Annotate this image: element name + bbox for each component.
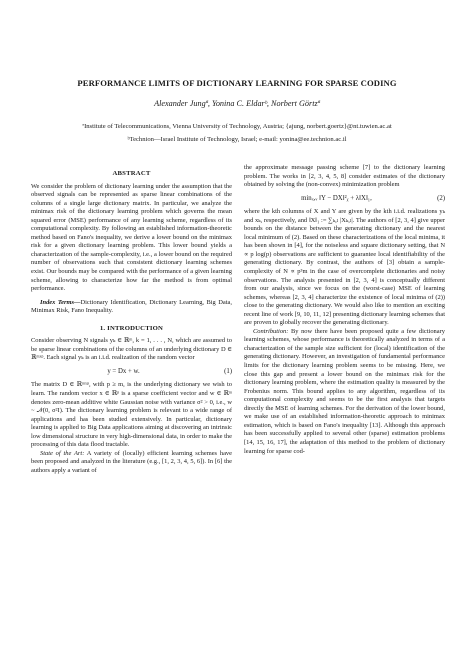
intro-paragraph-1: Consider observing N signals yₖ ∈ ℝᵐ, k = 1, . . . , N, which are assumed to be sparse linear combinations of the columns of an underlying dictionary D ∈ ℝᵐˣᵖ. Each signal yₖ is an i.i.d. realization of the random vector xyxy=(31,337,232,362)
index-terms-text: Dictionary Identification, Dictionary Learning, Big Data, Minimax Risk, Fano Inequality. xyxy=(31,298,232,315)
equation-1 xyxy=(31,368,232,377)
equation-2 xyxy=(244,195,445,204)
intro-paragraph-3 xyxy=(31,450,232,476)
intro-heading: 1. INTRODUCTION xyxy=(99,324,164,332)
state-of-art-text: A variety of (locally) efficient learning schemes have been proposed and analyzed in the literature (e.g., [1, 2, 3, 4, 5, 6]). In [6] the authors apply a variant of xyxy=(31,449,233,474)
index-terms-label: Index Terms— xyxy=(40,298,81,306)
state-of-art-lead: State of the Art: xyxy=(40,449,85,457)
affiliation-a: ªInstitute of Telecommunications, Vienna University of Technology, Austria; {ajung, norbert.goertz}@nt.tuwien.ac.at xyxy=(82,123,392,130)
author-list: Alexander Jungª, Yonina C. Eldarᵇ, Norbert Görtzª xyxy=(154,99,320,108)
contribution-text: By now there have been proposed quite a few dictionary learning schemes, whose performance is theoretically analyzed in terms of a characterization of the sample size sufficient for (local) identification of the generating dictionary. However, an investigation of fundamental performance limits for the dictionary learning problem seems to be missing. Here, we close this gap and present a lower bound on the minimax risk for the dictionary learning problem, where the estimation quality is measured by the Frobenius norm. This bound applies to any algorithm, regardless of its computational complexity and seems to be the first analysis that targets directly the MSE of learning schemes. For the derivation of the lower bound, we make use of an established information-theoretic approach to minimax estimation, which is based on Fano's inequality [13]. Although this approach has been successfully applied to several other (sparse) estimation problems [14, 15, 16, 17], the adaptation of this method to the problem of dictionary learning for sparse cod- xyxy=(244,327,445,455)
equation-2-number: (2) xyxy=(437,194,445,202)
paper-title: PERFORMANCE LIMITS OF DICTIONARY LEARNING FOR SPARSE CODING xyxy=(77,78,397,88)
right-column xyxy=(244,164,445,456)
index-terms xyxy=(31,299,232,316)
affiliation-b: ᵇTechnion—Israel Institute of Technology, Israel; e-mail: yonina@ee.technion.ac.il xyxy=(127,136,347,143)
left-column xyxy=(31,170,232,476)
contribution-paragraph xyxy=(244,328,445,456)
abstract-text: We consider the problem of dictionary learning under the assumption that the observed signals can be represented as sparse linear combinations of the columns of a single large dictionary matrix. In particular, we analyze the minimax risk of the dictionary learning problem which governs the mean squared error (MSE) performance of any learning scheme, regardless of its computational complexity. By following an established information-theoretic method based on Fano's inequality, we derive a lower bound on the minimax risk for a given dictionary learning problem. This lower bound yields a characterization of the sample-complexity, i.e., a lower bound on the required number of observations such that consistent dictionary learning schemes exist. Our bounds may be compared with the performance of a given learning scheme, allowing to characterize how far the method is from optimal performance. xyxy=(31,182,232,293)
equation-1-body: y = Dx + w. xyxy=(107,367,140,375)
right-paragraph-2: where the kth columns of X and Y are given by the kth i.i.d. realizations yₖ and xₖ, respectively, and ‖X‖₁ := ∑ₖ,ₗ |Xₖ,ₗ|. The authors of [2, 3, 4] give upper bounds on the distance between the generating dictionary and the nearest local minimum of (2). Based on these characterizations of the local minima, it has been shown in [4], for the noiseless and square dictionary setting, that N ∝ p log(p) observations are sufficient to guarantee local identifiability of the generating dictionary. By contrast, the authors of [3] obtain a sample-complexity of N ∝ p³m in the case of overcomplete dictionaries and noisy observations. The analysis presented in [2, 3, 4] is conceptually different from our analysis, since we focus on the (worst-case) MSE of learning schemes, whereas [2, 3, 4] characterize the existence of local minima of (2)) close to the generating dictionary. We would also like to mention an exciting recent line of work [9, 10, 11, 12] presenting dictionary learning schemes that are proven to globally recover the generating dictionary. xyxy=(244,208,445,327)
right-paragraph-1: the approximate message passing scheme [7] to the dictionary learning problem. The works in [2, 3, 4, 5, 8] consider estimates of the dictionary obtained by solving the (non-convex) minimization problem xyxy=(244,164,445,189)
equation-1-number: (1) xyxy=(224,367,232,375)
equation-2-body: minₓ,ᵥ ‖Y − DX‖²ᵪ + λ‖X‖₁, xyxy=(301,194,372,202)
intro-paragraph-2: The matrix D ∈ ℝᵐˣᵖ, with p ≥ m, is the underlying dictionary we wish to learn. The random vector x ∈ ℝᵖ is a sparse coefficient vector and w ∈ ℝᵐ denotes zero-mean additive white Gaussian noise with variance σ² > 0, i.e., w ~ 𝒩(0, σ²I). The dictionary learning problem is relevant to a wide range of applications and has been studied extensively. In particular, dictionary learning is applied to Big Data applications aiming at discovering an intrinsic low dimensional structure in very high-dimensional data, in order to make the processing of this data flood tractable. xyxy=(31,381,232,449)
contribution-lead: Contribution: xyxy=(253,327,289,335)
abstract-heading: ABSTRACT xyxy=(112,170,151,177)
